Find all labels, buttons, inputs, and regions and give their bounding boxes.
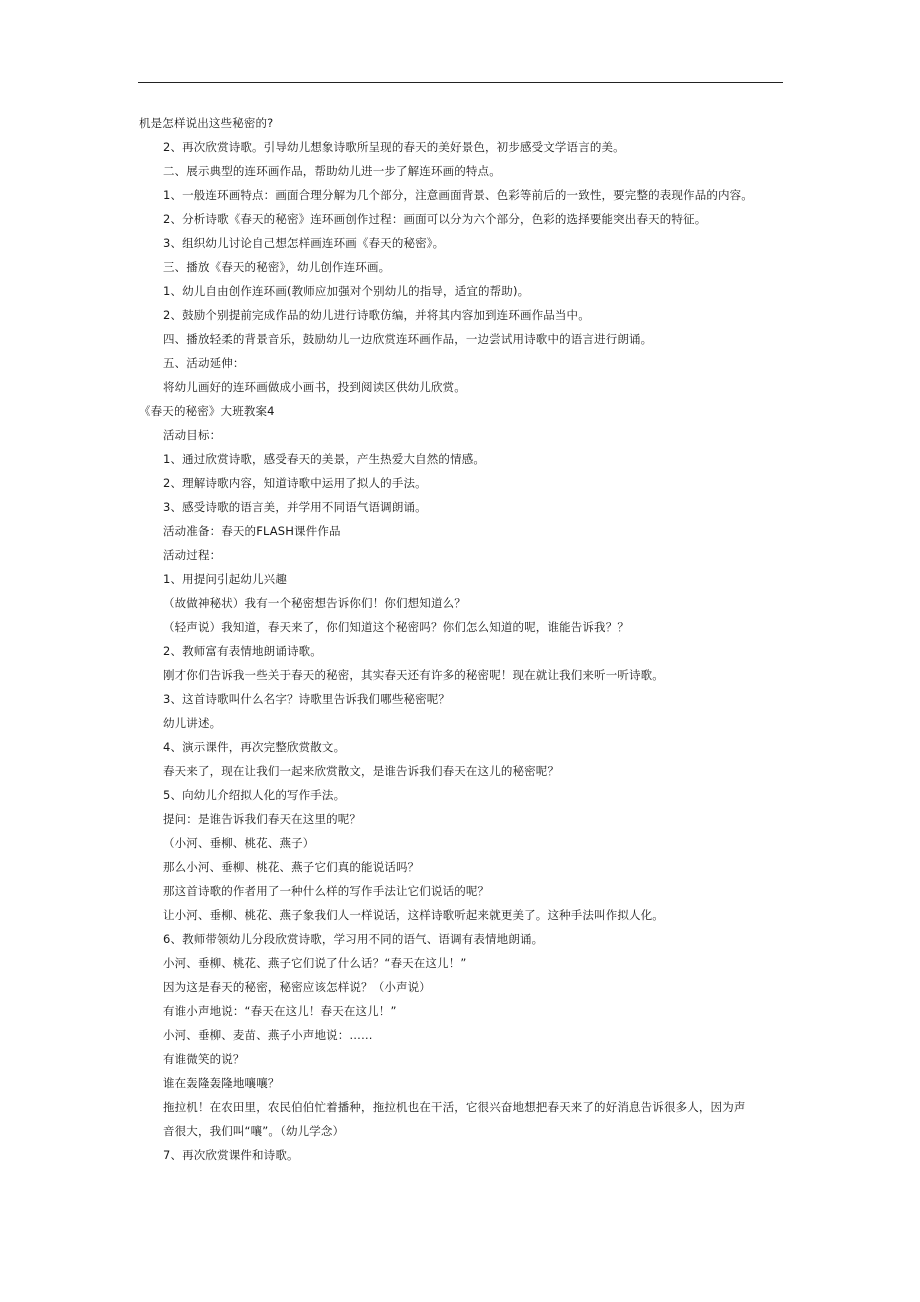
- text-line: 谁在轰隆轰隆地嚷嚷？: [163, 1076, 280, 1090]
- header-rule: [138, 82, 783, 83]
- text-line: （轻声说）我知道，春天来了，你们知道这个秘密吗？你们怎么知道的呢，谁能告诉我？？: [163, 620, 629, 634]
- text-line: 机是怎样说出这些秘密的?: [139, 116, 274, 130]
- text-line: 提问：是谁告诉我们春天在这里的呢？: [163, 812, 362, 826]
- text-line: 5、向幼儿介绍拟人化的写作手法。: [163, 788, 346, 802]
- text-line: 2、分析诗歌《春天的秘密》连环画创作过程：画面可以分为六个部分，色彩的选择要能突出春天的特征。: [163, 212, 707, 226]
- text-line: 1、一般连环画特点：画面合理分解为几个部分，注意画面背景、色彩等前后的一致性，要完整的表现作品的内容。: [163, 188, 753, 202]
- text-line: 刚才你们告诉我一些关于春天的秘密，其实春天还有许多的秘密呢！现在就让我们来听一听诗歌。: [163, 668, 664, 682]
- text-line: 春天来了，现在让我们一起来欣赏散文，是谁告诉我们春天在这儿的秘密呢？: [163, 764, 560, 778]
- text-line: 拖拉机！在农田里，农民伯伯忙着播种，拖拉机也在干活，它很兴奋地想把春天来了的好消息告诉很多人，因为声: [163, 1100, 746, 1114]
- text-line: 那么小河、垂柳、桃花、燕子它们真的能说话吗？: [163, 860, 420, 874]
- text-line: （小河、垂柳、桃花、燕子）: [163, 836, 315, 850]
- text-line: 2、教师富有表情地朗诵诗歌。: [163, 644, 322, 658]
- text-line: 有谁微笑的说？: [163, 1052, 245, 1066]
- text-line: 2、再次欣赏诗歌。引导幼儿想象诗歌所呈现的春天的美好景色，初步感受文学语言的美。: [163, 140, 625, 154]
- text-line: 三、播放《春天的秘密》，幼儿创作连环画。: [163, 260, 391, 274]
- text-line: 那这首诗歌的作者用了一种什么样的写作手法让它们说话的呢？: [163, 884, 490, 898]
- text-line: 活动目标：: [163, 428, 222, 442]
- text-line: 二、展示典型的连环画作品，帮助幼儿进一步了解连环画的特点。: [163, 164, 501, 178]
- text-line: 因为这是春天的秘密，秘密应该怎样说？（小声说）: [163, 980, 431, 994]
- text-line: 五、活动延伸：: [163, 356, 245, 370]
- text-line: 将幼儿画好的连环画做成小画书，投到阅读区供幼儿欣赏。: [163, 380, 466, 394]
- text-line: 小河、垂柳、桃花、燕子它们说了什么话？“春天在这儿！”: [163, 956, 467, 970]
- text-line: 7、再次欣赏课件和诗歌。: [163, 1148, 299, 1162]
- text-line: 3、感受诗歌的语言美，并学用不同语气语调朗诵。: [163, 500, 427, 514]
- text-line: 小河、垂柳、麦苗、燕子小声地说：……: [163, 1028, 373, 1042]
- text-line: （故做神秘状）我有一个秘密想告诉你们！你们想知道么？: [163, 596, 466, 610]
- text-line: 2、鼓励个别提前完成作品的幼儿进行诗歌仿编，并将其内容加到连环画作品当中。: [163, 308, 590, 322]
- text-line: 活动准备：春天的FLASH课件作品: [163, 524, 341, 538]
- text-line: 活动过程：: [163, 548, 222, 562]
- text-line: 幼儿讲述。: [163, 716, 222, 730]
- text-line: 3、组织幼儿讨论自己想怎样画连环画《春天的秘密》。: [163, 236, 445, 250]
- text-line: 让小河、垂柳、桃花、燕子象我们人一样说话，这样诗歌听起来就更美了。这种手法叫作拟人化。: [163, 908, 664, 922]
- text-line: 1、通过欣赏诗歌，感受春天的美景，产生热爱大自然的情感。: [163, 452, 486, 466]
- text-line: 1、幼儿自由创作连环画(教师应加强对个别幼儿的指导，适宜的帮助)。: [163, 284, 530, 298]
- text-line: 6、教师带领幼儿分段欣赏诗歌，学习用不同的语气、语调有表情地朗诵。: [163, 932, 544, 946]
- text-line: 音很大，我们叫“嚷”。（幼儿学念）: [163, 1124, 345, 1138]
- text-line: 四、播放轻柔的背景音乐，鼓励幼儿一边欣赏连环画作品，一边尝试用诗歌中的语言进行朗诵。: [163, 332, 653, 346]
- text-line: 4、演示课件，再次完整欣赏散文。: [163, 740, 346, 754]
- text-line: 2、理解诗歌内容，知道诗歌中运用了拟人的手法。: [163, 476, 427, 490]
- text-line: 有谁小声地说：“春天在这儿！春天在这儿！”: [163, 1004, 397, 1018]
- text-line: 3、这首诗歌叫什么名字？诗歌里告诉我们哪些秘密呢？: [163, 692, 451, 706]
- section-heading: 《春天的秘密》大班教案4: [139, 404, 275, 418]
- text-line: 1、用提问引起幼儿兴趣: [163, 572, 287, 586]
